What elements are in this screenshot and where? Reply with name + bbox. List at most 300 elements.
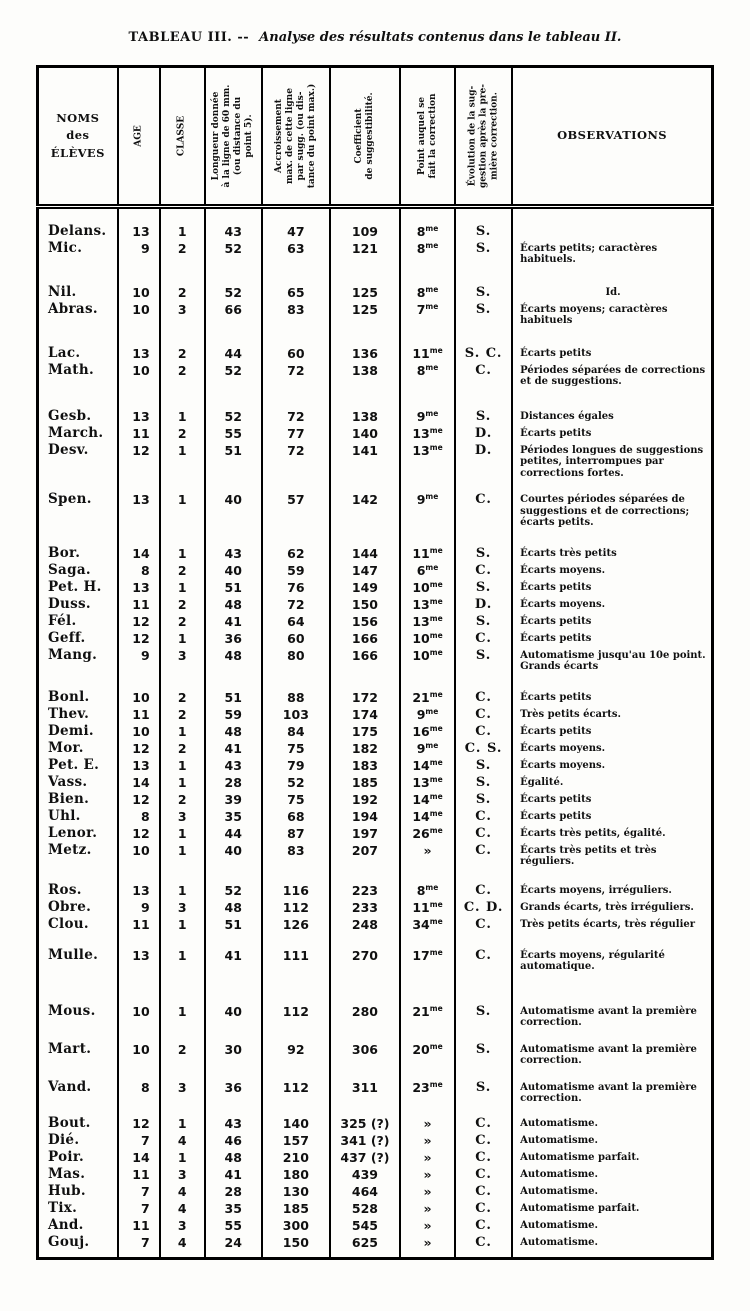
cell-classe: 1 <box>160 774 205 791</box>
cell-age: 12 <box>118 442 160 480</box>
table-row <box>38 491 713 529</box>
spacer-cell <box>330 207 400 223</box>
spacer-cell <box>118 1105 160 1115</box>
cell-name: And. <box>48 1216 84 1233</box>
spacer-cell <box>512 1251 712 1259</box>
cell-age: 10 <box>118 842 160 868</box>
cell-longueur: 51 <box>205 916 262 933</box>
cell-coefficient: 439 <box>330 1166 400 1183</box>
spacer-cell <box>205 327 262 345</box>
group-spacer <box>38 1067 713 1079</box>
ordinal-suffix: me <box>429 579 443 589</box>
cell-coefficient: 136 <box>330 345 400 362</box>
cell-point: $6^{me}$ <box>400 562 455 579</box>
ordinal-suffix: me <box>429 1003 443 1013</box>
cell-point: $20^{me}$ <box>400 1041 455 1067</box>
cell-accroissement: 112 <box>262 1079 330 1105</box>
ordinal-suffix: me <box>429 791 443 801</box>
header-evolution <box>455 67 512 207</box>
header-name <box>38 67 118 207</box>
cell-observations: Écarts moyens; caractères habituels <box>512 301 712 327</box>
table-row <box>38 647 713 673</box>
spacer-cell <box>118 868 160 882</box>
cell-observations: Écarts petits <box>512 791 712 808</box>
cell-classe: 2 <box>160 240 205 266</box>
cell-coefficient: 172 <box>330 689 400 706</box>
cell-accroissement: 60 <box>262 630 330 647</box>
cell-point: $8^{me}$ <box>400 223 455 240</box>
table-bottom-padding <box>38 1251 713 1259</box>
group-spacer <box>38 1029 713 1041</box>
group-spacer <box>38 388 713 408</box>
header-observations <box>512 67 712 207</box>
header-longueur-label: Longueur donnée à la ligne de 60 mm. (ou distance du point 5). <box>211 84 255 188</box>
spacer-cell <box>160 868 205 882</box>
cell-longueur: 66 <box>205 301 262 327</box>
table-row <box>38 1041 713 1067</box>
cell-point: $9^{me}$ <box>400 408 455 425</box>
cell-name: Poir. <box>48 1148 84 1165</box>
ordinal-suffix: me <box>425 562 439 572</box>
cell-evolution: S. <box>455 408 512 425</box>
cell-point: $26^{me}$ <box>400 825 455 842</box>
cell-classe: 1 <box>160 757 205 774</box>
cell-accroissement: 83 <box>262 301 330 327</box>
cell-point: » <box>400 1166 455 1183</box>
group-spacer <box>38 529 713 545</box>
ordinal-suffix: me <box>429 1041 443 1051</box>
spacer-cell <box>455 1105 512 1115</box>
cell-name: Uhl. <box>48 807 81 824</box>
cell-age: 9 <box>118 647 160 673</box>
table-row <box>38 706 713 723</box>
table-row <box>38 757 713 774</box>
cell-accroissement: 76 <box>262 579 330 596</box>
cell-classe: 4 <box>160 1132 205 1149</box>
cell-accroissement: 92 <box>262 1041 330 1067</box>
spacer-cell <box>455 266 512 284</box>
cell-classe: 3 <box>160 647 205 673</box>
cell-name: Math. <box>48 361 94 378</box>
cell-accroissement: 68 <box>262 808 330 825</box>
cell-classe: 2 <box>160 706 205 723</box>
cell-observations: Écarts petits <box>512 613 712 630</box>
header-evolution-label: Évolution de la sug- gestion après la pre- mière correction. <box>467 84 500 189</box>
table-row <box>38 442 713 480</box>
header-row <box>38 67 713 207</box>
ordinal-suffix: me <box>429 630 443 640</box>
cell-longueur: 43 <box>205 1115 262 1132</box>
table-row <box>38 1183 713 1200</box>
header-longueur <box>205 67 262 207</box>
spacer-cell <box>262 479 330 491</box>
cell-evolution: C. <box>455 706 512 723</box>
spacer-cell <box>205 1105 262 1115</box>
cell-longueur: 55 <box>205 425 262 442</box>
spacer-cell <box>160 207 205 223</box>
table-row <box>38 774 713 791</box>
cell-longueur: 52 <box>205 362 262 388</box>
spacer-cell <box>330 327 400 345</box>
cell-point: $8^{me}$ <box>400 882 455 899</box>
cell-name: Gouj. <box>48 1233 90 1250</box>
cell-point: $9^{me}$ <box>400 740 455 757</box>
group-spacer <box>38 479 713 491</box>
ordinal-suffix: me <box>425 284 439 294</box>
spacer-cell <box>330 933 400 947</box>
cell-longueur: 28 <box>205 774 262 791</box>
header-accroissement <box>262 67 330 207</box>
cell-age: 13 <box>118 757 160 774</box>
cell-name: Bout. <box>48 1114 91 1131</box>
cell-evolution: C. <box>455 723 512 740</box>
cell-accroissement: 72 <box>262 408 330 425</box>
spacer-cell <box>512 327 712 345</box>
cell-classe: 1 <box>160 916 205 933</box>
spacer-cell <box>118 207 160 223</box>
cell-age: 13 <box>118 947 160 973</box>
spacer-cell <box>205 266 262 284</box>
cell-point: $8^{me}$ <box>400 284 455 301</box>
cell-point: » <box>400 1234 455 1251</box>
cell-name: Obre. <box>48 898 92 915</box>
cell-classe: 1 <box>160 723 205 740</box>
ordinal-suffix: me <box>429 757 443 767</box>
cell-classe: 2 <box>160 1041 205 1067</box>
cell-name: Nil. <box>48 283 77 300</box>
spacer-cell <box>262 868 330 882</box>
cell-accroissement: 52 <box>262 774 330 791</box>
table-row <box>38 1115 713 1132</box>
cell-evolution: C. <box>455 1183 512 1200</box>
cell-coefficient: 109 <box>330 223 400 240</box>
cell-name: Metz. <box>48 841 92 858</box>
cell-point: $21^{me}$ <box>400 1003 455 1029</box>
spacer-cell <box>118 933 160 947</box>
cell-longueur: 35 <box>205 1200 262 1217</box>
cell-age: 11 <box>118 1166 160 1183</box>
group-spacer <box>38 207 713 223</box>
cell-age: 10 <box>118 301 160 327</box>
cell-classe: 1 <box>160 545 205 562</box>
cell-age: 14 <box>118 774 160 791</box>
ordinal-suffix: me <box>429 774 443 784</box>
cell-coefficient: 311 <box>330 1079 400 1105</box>
table-row <box>38 613 713 630</box>
cell-age: 13 <box>118 345 160 362</box>
cell-classe: 2 <box>160 345 205 362</box>
cell-age: 11 <box>118 706 160 723</box>
cell-accroissement: 116 <box>262 882 330 899</box>
cell-point: » <box>400 842 455 868</box>
spacer-cell <box>262 673 330 689</box>
cell-age: 11 <box>118 1217 160 1234</box>
cell-age: 13 <box>118 223 160 240</box>
table-row <box>38 562 713 579</box>
cell-evolution: S. <box>455 757 512 774</box>
cell-evolution: C. <box>455 562 512 579</box>
cell-point: $13^{me}$ <box>400 774 455 791</box>
cell-classe: 1 <box>160 882 205 899</box>
spacer-cell <box>512 388 712 408</box>
cell-observations: Écarts petits <box>512 579 712 596</box>
spacer-cell <box>38 388 118 408</box>
cell-accroissement: 62 <box>262 545 330 562</box>
cell-coefficient: 194 <box>330 808 400 825</box>
cell-observations: Distances égales <box>512 408 712 425</box>
cell-name: Mulle. <box>48 946 99 963</box>
cell-name: Geff. <box>48 629 86 646</box>
cell-longueur: 39 <box>205 791 262 808</box>
cell-observations: Écarts petits <box>512 689 712 706</box>
cell-classe: 1 <box>160 1149 205 1166</box>
ordinal-suffix: me <box>429 545 443 555</box>
cell-accroissement: 65 <box>262 284 330 301</box>
spacer-cell <box>455 973 512 1003</box>
spacer-cell <box>118 388 160 408</box>
cell-longueur: 48 <box>205 1149 262 1166</box>
cell-evolution: C. <box>455 808 512 825</box>
cell-observations: Automatisme. <box>512 1183 712 1200</box>
cell-age: 13 <box>118 408 160 425</box>
cell-evolution: C. <box>455 1132 512 1149</box>
table-row <box>38 408 713 425</box>
header-classe-label: CLASSE <box>176 115 187 157</box>
cell-age: 12 <box>118 740 160 757</box>
cell-classe: 3 <box>160 808 205 825</box>
cell-age: 13 <box>118 579 160 596</box>
cell-evolution: S. <box>455 774 512 791</box>
cell-name: Tix. <box>48 1199 78 1216</box>
spacer-cell <box>400 266 455 284</box>
header-name-label: NOMS des ÉLÈVES <box>50 111 105 160</box>
table-row <box>38 808 713 825</box>
group-spacer <box>38 868 713 882</box>
cell-observations: Écarts très petits <box>512 545 712 562</box>
cell-evolution: D. <box>455 596 512 613</box>
cell-coefficient: 147 <box>330 562 400 579</box>
spacer-cell <box>400 479 455 491</box>
spacer-cell <box>160 973 205 1003</box>
table-row <box>38 1132 713 1149</box>
cell-coefficient: 185 <box>330 774 400 791</box>
cell-observations: Écarts très petits, égalité. <box>512 825 712 842</box>
spacer-cell <box>455 868 512 882</box>
cell-name: Desv. <box>48 441 89 458</box>
cell-age: 11 <box>118 425 160 442</box>
cell-accroissement: 80 <box>262 647 330 673</box>
cell-evolution: C. <box>455 882 512 899</box>
spacer-cell <box>330 388 400 408</box>
ordinal-suffix: me <box>425 706 439 716</box>
spacer-cell <box>160 1067 205 1079</box>
table-row <box>38 1217 713 1234</box>
cell-point: $13^{me}$ <box>400 442 455 480</box>
cell-name: Hub. <box>48 1182 86 1199</box>
spacer-cell <box>512 266 712 284</box>
cell-evolution: C. <box>455 947 512 973</box>
spacer-cell <box>512 673 712 689</box>
cell-coefficient: 140 <box>330 425 400 442</box>
cell-observations: Automatisme avant la première correction. <box>512 1041 712 1067</box>
cell-coefficient: 150 <box>330 596 400 613</box>
cell-classe: 2 <box>160 596 205 613</box>
table-row <box>38 1079 713 1105</box>
spacer-cell <box>205 207 262 223</box>
cell-observations: Automatisme jusqu'au 10e point. Grands écarts <box>512 647 712 673</box>
spacer-cell <box>330 529 400 545</box>
cell-longueur: 40 <box>205 1003 262 1029</box>
ordinal-suffix: me <box>429 345 443 355</box>
cell-accroissement: 112 <box>262 899 330 916</box>
cell-point: » <box>400 1115 455 1132</box>
ordinal-suffix: me <box>425 240 439 250</box>
ordinal-suffix: me <box>425 408 439 418</box>
cell-age: 7 <box>118 1183 160 1200</box>
cell-longueur: 48 <box>205 723 262 740</box>
spacer-cell <box>512 1067 712 1079</box>
spacer-cell <box>512 207 712 223</box>
table-row <box>38 882 713 899</box>
cell-classe: 2 <box>160 740 205 757</box>
cell-longueur: 35 <box>205 808 262 825</box>
cell-evolution: C. <box>455 1200 512 1217</box>
spacer-cell <box>330 1029 400 1041</box>
cell-name: Dié. <box>48 1131 80 1148</box>
spacer-cell <box>400 933 455 947</box>
cell-accroissement: 210 <box>262 1149 330 1166</box>
header-coefficient <box>330 67 400 207</box>
spacer-cell <box>400 1067 455 1079</box>
cell-longueur: 51 <box>205 689 262 706</box>
cell-longueur: 24 <box>205 1234 262 1251</box>
cell-evolution: D. <box>455 442 512 480</box>
cell-name: Ros. <box>48 881 82 898</box>
cell-accroissement: 57 <box>262 491 330 529</box>
cell-coefficient: 138 <box>330 362 400 388</box>
cell-observations: Écarts moyens. <box>512 562 712 579</box>
cell-evolution: S. <box>455 1041 512 1067</box>
spacer-cell <box>262 266 330 284</box>
cell-evolution: S. <box>455 613 512 630</box>
cell-observations: Automatisme. <box>512 1217 712 1234</box>
cell-observations: Très petits écarts, très régulier <box>512 916 712 933</box>
results-table <box>36 65 714 1260</box>
cell-longueur: 52 <box>205 882 262 899</box>
table-row <box>38 1149 713 1166</box>
group-spacer <box>38 266 713 284</box>
cell-age: 10 <box>118 362 160 388</box>
cell-name: Spen. <box>48 491 92 507</box>
cell-evolution: C. <box>455 362 512 388</box>
cell-point: » <box>400 1132 455 1149</box>
ordinal-suffix: me <box>425 301 439 311</box>
spacer-cell <box>205 479 262 491</box>
cell-evolution: S. <box>455 579 512 596</box>
cell-classe: 2 <box>160 284 205 301</box>
cell-name: Mang. <box>48 646 98 663</box>
table-row <box>38 1166 713 1183</box>
spacer-cell <box>118 673 160 689</box>
cell-point: $11^{me}$ <box>400 545 455 562</box>
cell-observations: Écarts petits; caractères habituels. <box>512 240 712 266</box>
cell-longueur: 40 <box>205 491 262 529</box>
ordinal-suffix: me <box>429 613 443 623</box>
cell-longueur: 41 <box>205 1166 262 1183</box>
cell-age: 8 <box>118 562 160 579</box>
cell-observations: Écarts très petits et très réguliers. <box>512 842 712 868</box>
ordinal-suffix: me <box>429 723 443 733</box>
cell-accroissement: 126 <box>262 916 330 933</box>
spacer-cell <box>455 479 512 491</box>
cell-longueur: 51 <box>205 579 262 596</box>
cell-accroissement: 180 <box>262 1166 330 1183</box>
cell-point: $34^{me}$ <box>400 916 455 933</box>
cell-name: Bor. <box>48 544 81 561</box>
cell-evolution: C. <box>455 1115 512 1132</box>
cell-coefficient: 192 <box>330 791 400 808</box>
cell-age: 12 <box>118 630 160 647</box>
table-row <box>38 689 713 706</box>
spacer-cell <box>400 868 455 882</box>
spacer-cell <box>160 1105 205 1115</box>
cell-coefficient: 197 <box>330 825 400 842</box>
cell-classe: 3 <box>160 1079 205 1105</box>
cell-evolution: S. <box>455 223 512 240</box>
table-row <box>38 740 713 757</box>
cell-observations: Automatisme avant la première correction. <box>512 1079 712 1105</box>
spacer-cell <box>38 1067 118 1079</box>
cell-age: 14 <box>118 545 160 562</box>
group-spacer <box>38 973 713 1003</box>
cell-coefficient: 183 <box>330 757 400 774</box>
cell-name: Vand. <box>48 1078 92 1095</box>
cell-observations: Automatisme. <box>512 1166 712 1183</box>
cell-age: 10 <box>118 723 160 740</box>
cell-age: 7 <box>118 1234 160 1251</box>
cell-evolution: C. <box>455 491 512 529</box>
spacer-cell <box>400 529 455 545</box>
table-title-label: TABLEAU III. -- <box>128 30 250 45</box>
spacer-cell <box>262 529 330 545</box>
cell-evolution: C. <box>455 630 512 647</box>
group-spacer <box>38 933 713 947</box>
cell-age: 13 <box>118 882 160 899</box>
cell-coefficient: 223 <box>330 882 400 899</box>
cell-coefficient: 437 (?) <box>330 1149 400 1166</box>
spacer-cell <box>262 1251 330 1259</box>
cell-evolution: S. <box>455 1003 512 1029</box>
spacer-cell <box>160 1251 205 1259</box>
cell-point: $21^{me}$ <box>400 689 455 706</box>
spacer-cell <box>160 673 205 689</box>
table-row <box>38 899 713 916</box>
spacer-cell <box>160 266 205 284</box>
cell-longueur: 59 <box>205 706 262 723</box>
table-row <box>38 916 713 933</box>
cell-observations: Courtes périodes séparées de suggestions et de corrections; écarts petits. <box>512 491 712 529</box>
cell-observations: Écarts moyens, régularité automatique. <box>512 947 712 973</box>
cell-coefficient: 142 <box>330 491 400 529</box>
spacer-cell <box>455 388 512 408</box>
cell-age: 12 <box>118 825 160 842</box>
spacer-cell <box>160 529 205 545</box>
spacer-cell <box>118 479 160 491</box>
header-classe <box>160 67 205 207</box>
cell-observations: Égalité. <box>512 774 712 791</box>
cell-coefficient: 149 <box>330 579 400 596</box>
table-title <box>0 30 750 45</box>
